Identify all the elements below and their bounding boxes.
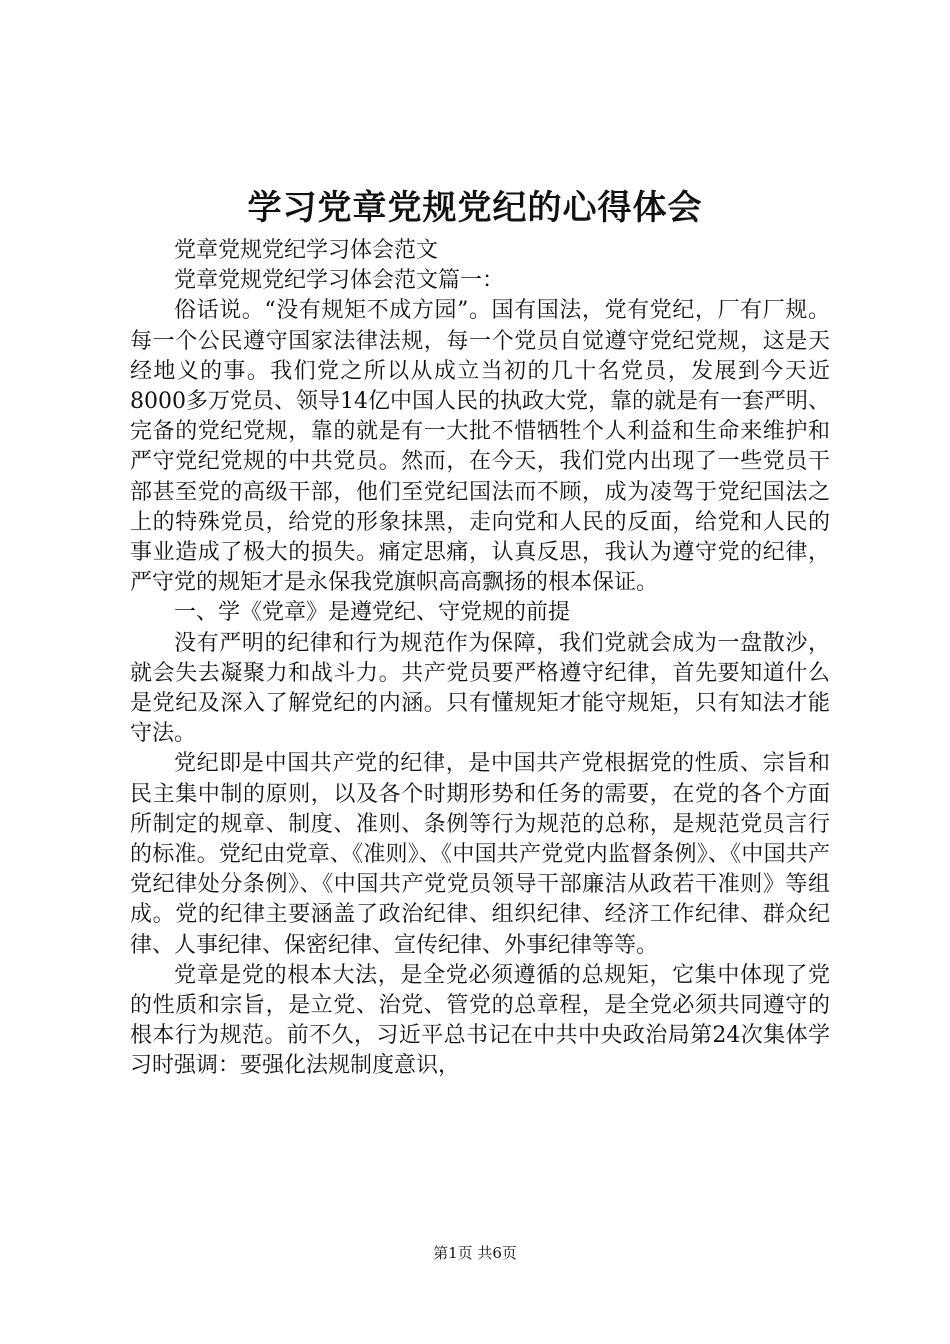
document-body	[130, 236, 830, 1082]
paragraph-subtitle: 党章党规党纪学习体会范文	[174, 238, 439, 263]
paragraph-section-label: 党章党规党纪学习体会范文篇一：	[174, 268, 505, 294]
paragraph: 俗话说。“没有规矩不成方园”。国有国法，党有党纪，厂有厂规。每一个公民遵守国家法律法规，每一个党员自觉遵守党纪党规，这是天经地义的事。我们党之所以从成立当初的几十名党员，发展到今天近8000多万党员、领导14亿中国人民的执政大党，靠的就是有一套严明、完备的党纪党规，靠的就是有一大批不惜牺牲个人利益和生命来维护和严守党纪党规的中共党员。然而，在今天，我们党内出现了一些党员干部甚至党的高级干部，他们至党纪国法而不顾，成为凌驾于党纪国法之上的特殊党员，给党的形象抹黑，走向党和人民的反面，给党和人民的事业造成了极大的损失。痛定思痛，认真反思，我认为遵守党的纪律，严守党的规矩才是永保我党旗帜高高飘扬的根本保证。	[130, 298, 830, 596]
section-heading: 一、学《党章》是遵党纪、守党规的前提	[174, 600, 571, 626]
paragraph: 党章是党的根本大法，是全党必须遵循的总规矩，它集中体现了党的性质和宗旨，是立党、治党、管党的总章程，是全党必须共同遵守的根本行为规范。前不久，习近平总书记在中共中央政治局第24次集体学习时强调：要强化法规制度意识，	[130, 962, 830, 1079]
page-number-footer: 第1页 共6页	[433, 1244, 517, 1262]
document-title: 学习党章党规党纪的心得体会	[247, 188, 703, 228]
paragraph: 党纪即是中国共产党的纪律，是中国共产党根据党的性质、宗旨和民主集中制的原则，以及各个时期形势和任务的需要，在党的各个方面所制定的规章、制度、准则、条例等行为规范的总称，是规范党员言行的标准。党纪由党章、《准则》、《中国共产党党内监督条例》、《中国共产党纪律处分条例》、《中国共产党党员领导干部廉洁从政若干准则》等组成。党的纪律主要涵盖了政治纪律、组织纪律、经济工作纪律、群众纪律、人事纪律、保密纪律、宣传纪律、外事纪律等等。	[130, 751, 830, 958]
paragraph: 没有严明的纪律和行为规范作为保障，我们党就会成为一盘散沙，就会失去凝聚力和战斗力。共产党员要严格遵守纪律，首先要知道什么是党纪及深入了解党纪的内涵。只有懂规矩才能守规矩，只有知法才能守法。	[130, 630, 830, 747]
